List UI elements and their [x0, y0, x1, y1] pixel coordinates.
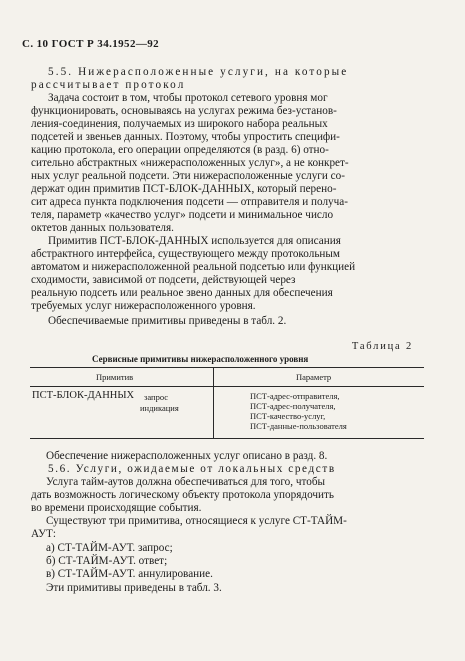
table-primitive-type: индикация: [140, 403, 179, 413]
table-parameter: ПСТ-адрес-отправителя,: [250, 391, 340, 401]
para-1-line: сительно абстрактных «нижерасположенных услуг», а не конкрет-: [31, 157, 349, 169]
para-1-line: держат один примитив ПСТ-БЛОК-ДАННЫХ, который перено-: [31, 183, 337, 195]
section-5-6-title: 5.6. Услуги, ожидаемые от локальных средств: [48, 463, 336, 475]
para-1-line: сит адреса пункта подключения подсети — отправителя и получа-: [31, 196, 348, 208]
para-1-line: подсетей и звеньев данных. Поэтому, чтобы упростить специфи-: [31, 131, 340, 143]
para-5-6-line: во времени происходящие события.: [31, 502, 202, 514]
table-parameter: ПСТ-качество-услуг,: [250, 411, 326, 421]
after-table-text: Обеспечение нижерасположенных услуг описано в разд. 8.: [46, 450, 328, 462]
para-3: Обеспечиваемые примитивы приведены в табл. 2.: [48, 315, 287, 327]
para-1-line: функционировать, основываясь на услугах режима без-установ-: [31, 105, 337, 117]
list-item: а) СТ-ТАЙМ-АУТ. запрос;: [46, 542, 173, 554]
table-primitive-name: ПСТ-БЛОК-ДАННЫХ: [32, 390, 135, 401]
section-5-5-title-line-2: рассчитывает протокол: [31, 79, 186, 91]
table-bottom-rule: [30, 438, 424, 439]
para-5-6-line: Услуга тайм-аутов должна обеспечиваться для того, чтобы: [46, 476, 326, 488]
para-1-line: кацию протокола, его операции определяются (в разд. 6) отно-: [31, 144, 329, 156]
page-header: С. 10 ГОСТ Р 34.1952—92: [22, 38, 160, 50]
list-item: в) СТ-ТАЙМ-АУТ. аннулирование.: [46, 568, 213, 580]
closing-text: Эти примитивы приведены в табл. 3.: [46, 582, 222, 594]
table-caption: Сервисные примитивы нижерасположенного уровня: [92, 354, 309, 364]
table-number: Таблица 2: [351, 341, 413, 352]
para-2-line: Примитив ПСТ-БЛОК-ДАННЫХ используется для описания: [48, 235, 341, 247]
para-2-line: автоматом и нижерасположенной реальной подсетью или функцией: [31, 261, 356, 273]
table-parameter: ПСТ-адрес-получателя,: [250, 401, 336, 411]
table-parameter: ПСТ-данные-пользователя: [250, 421, 347, 431]
para-2-line: требуемых услуг нижерасположенного уровня.: [31, 300, 256, 312]
para-1-line: теля, параметр «качество услуг» подсети и минимальное число: [31, 209, 334, 221]
para-1-line: Задача состоит в том, чтобы протокол сетевого уровня мог: [48, 92, 328, 104]
para-5-6b-line: Существуют три примитива, относящиеся к услуге СТ-ТАЙМ-: [46, 515, 347, 527]
table-header-parameter: Параметр: [296, 372, 332, 382]
para-1-line: ных услуг реальной подсети. Эти нижерасположенные услуги со-: [31, 170, 345, 182]
para-2-line: абстрактного интерфейса, существующего между протокольным: [31, 248, 341, 260]
table-header-primitive: Примитив: [96, 372, 134, 382]
para-2-line: реальную подсеть или реальное звено данных для обеспечения: [31, 287, 333, 299]
para-5-6-line: дать возможность логическому объекту протокола упорядочить: [31, 489, 334, 501]
table-top-rule: [30, 367, 424, 368]
table-2: [30, 367, 424, 439]
section-5-5-title-line-1: 5.5. Нижерасположенные услуги, на которые: [48, 66, 349, 78]
para-5-6b-line: АУТ:: [31, 528, 56, 540]
table-header-rule: [30, 386, 424, 387]
list-item: б) СТ-ТАЙМ-АУТ. ответ;: [46, 555, 168, 567]
para-2-line: сходимости, зависимой от подсети, действующей через: [31, 274, 296, 286]
table-column-divider: [213, 367, 214, 439]
table-primitive-type: запрос: [144, 392, 169, 402]
para-1-line: ления-соединения, получаемых из широкого набора реальных: [31, 118, 328, 130]
para-1-line: октетов данных пользователя.: [31, 222, 174, 234]
